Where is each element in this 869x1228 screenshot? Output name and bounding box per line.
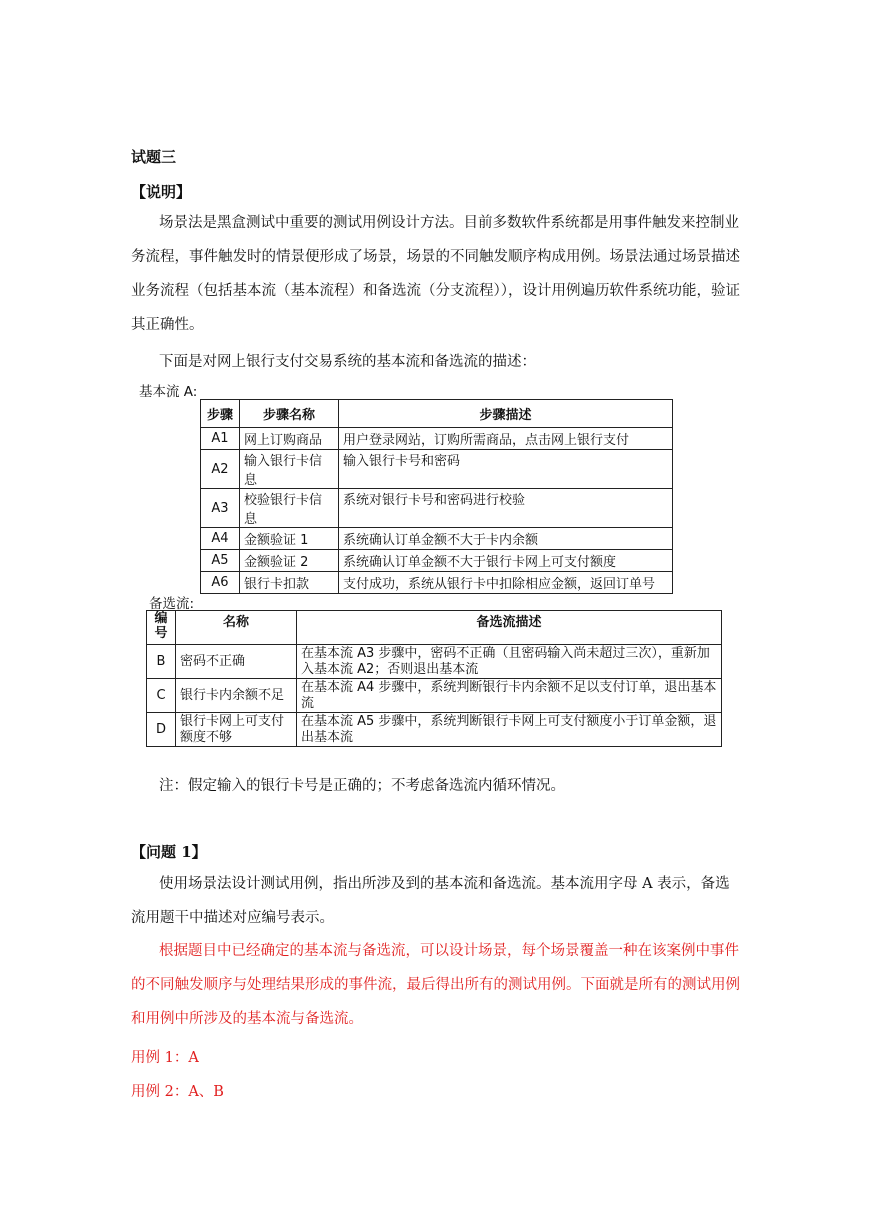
cell-step-desc: 系统确认订单金额不大于卡内余额 [339, 528, 673, 550]
cell-step-id: A5 [201, 550, 240, 572]
table-header: 编号 [147, 611, 176, 645]
table-header: 步骤名称 [240, 400, 339, 428]
table-header: 备选流描述 [297, 611, 722, 645]
table-header-row [147, 611, 722, 645]
cell-step-name: 银行卡扣款 [240, 572, 339, 594]
cell-alt-name: 密码不正确 [176, 645, 297, 679]
table-row [201, 572, 673, 594]
cell-alt-id: B [147, 645, 176, 679]
cell-step-name: 校验银行卡信息 [240, 489, 339, 528]
note-text: 注：假定输入的银行卡号是正确的；不考虑备选流内循环情况。 [159, 778, 565, 794]
cell-alt-name: 银行卡内余额不足 [176, 679, 297, 713]
test-case-2: 用例 2：A、B [131, 1084, 224, 1100]
cell-step-name: 金额验证 2 [240, 550, 339, 572]
table-header-row [201, 400, 673, 428]
explain-paragraph-2: 下面是对网上银行支付交易系统的基本流和备选流的描述： [159, 354, 536, 370]
explain-heading: 【说明】 [131, 183, 192, 201]
alt-flow-table [146, 610, 722, 747]
table-header: 步骤 [201, 400, 240, 428]
table-header: 名称 [176, 611, 297, 645]
table-row [201, 550, 673, 572]
table-row [201, 528, 673, 550]
cell-step-name: 网上订购商品 [240, 428, 339, 450]
alt-flow-caption: 备选流: [149, 596, 195, 612]
explain-paragraph-1: 场景法是黑盒测试中重要的测试用例设计方法。目前多数软件系统都是用事件触发来控制业务流程，事件触发时的情景便形成了场景，场景的不同触发顺序构成用例。场景法通过场景描述业务流程（包括基本流（基本流程）和备选流（分支流程）），设计用例遍历软件系统功能，验证其正确性。 [131, 215, 740, 333]
basic-flow-table [200, 399, 673, 594]
cell-step-id: A3 [201, 489, 240, 528]
cell-step-id: A2 [201, 450, 240, 489]
table-row [201, 428, 673, 450]
cell-alt-id: D [147, 713, 176, 747]
table-row [201, 450, 673, 489]
cell-step-desc: 用户登录网站，订购所需商品，点击网上银行支付 [339, 428, 673, 450]
cell-step-desc: 系统确认订单金额不大于银行卡网上可支付额度 [339, 550, 673, 572]
table-row [147, 679, 722, 713]
cell-alt-name: 银行卡网上可支付额度不够 [176, 713, 297, 747]
cell-step-desc: 输入银行卡号和密码 [339, 450, 673, 489]
table-row [147, 645, 722, 679]
cell-alt-desc: 在基本流 A3 步骤中，密码不正确（且密码输入尚未超过三次），重新加入基本流 A2；否则退出基本流 [297, 645, 722, 679]
cell-step-id: A1 [201, 428, 240, 450]
basic-flow-caption: 基本流 A: [139, 384, 198, 400]
cell-step-desc: 支付成功，系统从银行卡中扣除相应金额，返回订单号 [339, 572, 673, 594]
question-heading: 【问题 1】 [131, 843, 207, 861]
question-text: 使用场景法设计测试用例，指出所涉及到的基本流和备选流。基本流用字母 A 表示，备选流用题干中描述对应编号表示。 [131, 876, 730, 926]
cell-step-name: 输入银行卡信息 [240, 450, 339, 489]
answer-text: 根据题目中已经确定的基本流与备选流，可以设计场景，每个场景覆盖一种在该案例中事件的不同触发顺序与处理结果形成的事件流，最后得出所有的测试用例。下面就是所有的测试用例和用例中所涉及的基本流与备选流。 [131, 943, 740, 1027]
cell-alt-id: C [147, 679, 176, 713]
test-case-1: 用例 1：A [131, 1050, 199, 1066]
table-header: 步骤描述 [339, 400, 673, 428]
cell-alt-desc: 在基本流 A5 步骤中，系统判断银行卡网上可支付额度小于订单金额，退出基本流 [297, 713, 722, 747]
table-row [201, 489, 673, 528]
cell-step-desc: 系统对银行卡号和密码进行校验 [339, 489, 673, 528]
cell-step-id: A6 [201, 572, 240, 594]
cell-step-id: A4 [201, 528, 240, 550]
cell-alt-desc: 在基本流 A4 步骤中，系统判断银行卡内余额不足以支付订单，退出基本流 [297, 679, 722, 713]
table-row [147, 713, 722, 747]
cell-step-name: 金额验证 1 [240, 528, 339, 550]
question-title: 试题三 [131, 148, 177, 166]
